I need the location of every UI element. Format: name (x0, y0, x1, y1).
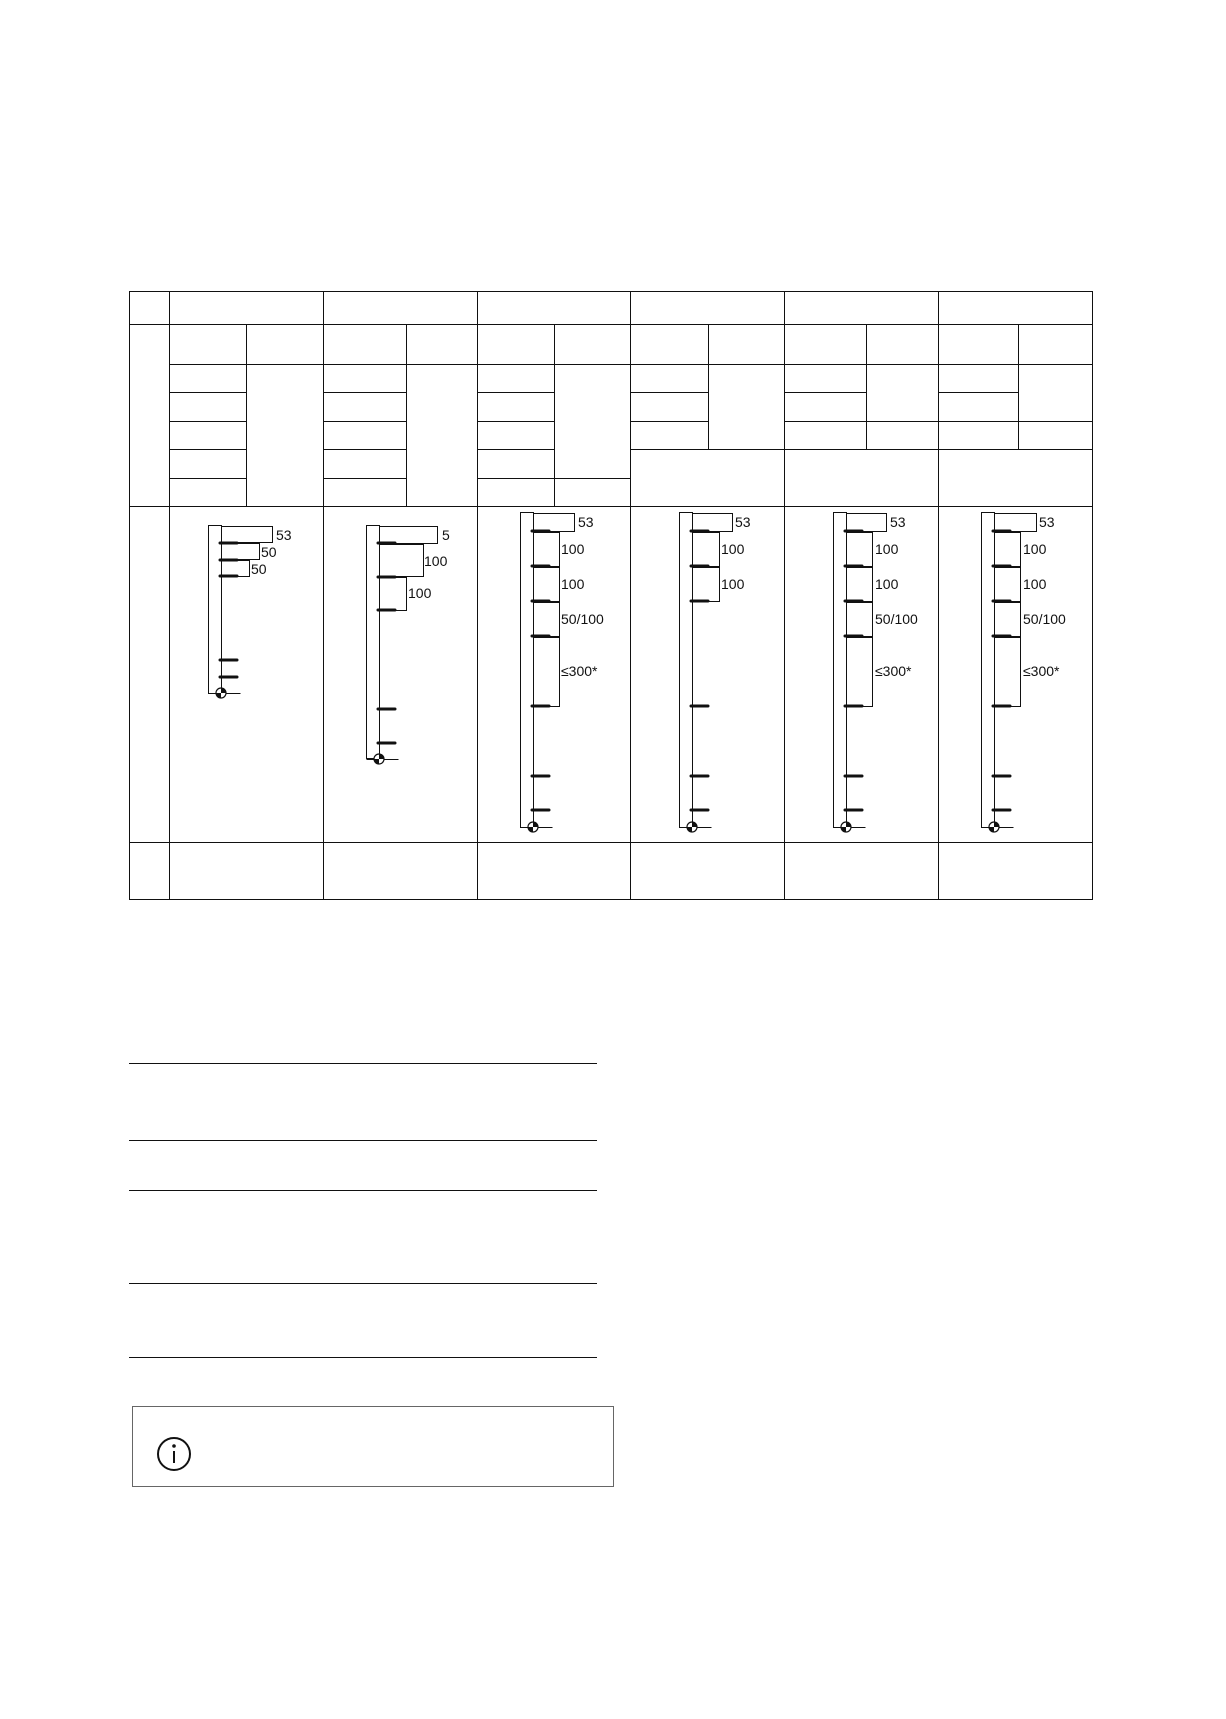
dimension-label: 100 (424, 553, 448, 569)
dimension-label: 100 (561, 576, 585, 592)
dimension-label: ≤300* (1023, 663, 1060, 679)
dimension-label: 53 (276, 527, 292, 543)
anchor-bolt-icon (374, 754, 384, 764)
dimension-label: 50/100 (561, 611, 604, 627)
dimension-label: 53 (1039, 514, 1055, 530)
profile-rail (982, 513, 995, 828)
profile-rail (209, 526, 222, 694)
fastening-diagram-5 (834, 513, 919, 833)
dimension-label: 53 (735, 514, 751, 530)
profile-rail (521, 513, 534, 828)
info-note-box (133, 1407, 614, 1487)
lower-table (129, 1064, 597, 1358)
dimension-label: ≤300* (561, 663, 598, 679)
dimension-label: 50/100 (875, 611, 918, 627)
dimension-label: ≤300* (875, 663, 912, 679)
profile-rail (680, 513, 693, 828)
dimension-bracket (995, 603, 1021, 637)
dimension-label: 5 (442, 527, 450, 543)
anchor-bolt-icon (216, 688, 226, 698)
dimension-label: 100 (721, 541, 745, 557)
anchor-bolt-icon (687, 822, 697, 832)
dimension-bracket (222, 527, 273, 543)
dimension-bracket (995, 638, 1021, 707)
dimension-bracket (693, 533, 720, 567)
table-border (130, 292, 1093, 900)
dimension-bracket (534, 568, 560, 602)
dimension-bracket (847, 514, 887, 532)
profile-rail (367, 526, 380, 759)
dimension-bracket (847, 568, 873, 602)
dimension-bracket (534, 514, 575, 532)
note-border (133, 1407, 614, 1487)
dimension-bracket (847, 638, 873, 707)
dimension-bracket (847, 603, 873, 637)
dimension-bracket (380, 578, 407, 611)
dimension-label: 53 (578, 514, 594, 530)
dimension-label: 50 (251, 561, 267, 577)
dimension-label: 100 (875, 576, 899, 592)
fastening-diagram-1 (209, 526, 292, 699)
dimension-bracket (534, 533, 560, 567)
fastening-diagram-2 (367, 526, 451, 765)
dimension-bracket (534, 603, 560, 637)
dimension-label: 50 (261, 544, 277, 560)
dimension-bracket (693, 568, 720, 602)
dimension-label: 100 (1023, 541, 1047, 557)
fastening-diagram-3 (521, 513, 605, 833)
dimension-label: 50/100 (1023, 611, 1066, 627)
anchor-bolt-icon (841, 822, 851, 832)
anchor-bolt-icon (989, 822, 999, 832)
profile-rail (834, 513, 847, 828)
dimension-bracket (380, 527, 438, 544)
dimension-label: 100 (1023, 576, 1047, 592)
dimension-bracket (534, 638, 560, 707)
dimension-label: 100 (408, 585, 432, 601)
dimension-bracket (995, 568, 1021, 602)
fastening-table (130, 292, 1093, 900)
dimension-label: 100 (721, 576, 745, 592)
dimension-bracket (222, 544, 260, 560)
dimension-label: 53 (890, 514, 906, 530)
dimension-bracket (222, 561, 250, 577)
dimension-bracket (995, 514, 1037, 532)
anchor-bolt-icon (528, 822, 538, 832)
dimension-bracket (380, 545, 424, 577)
info-icon (158, 1438, 190, 1470)
fastening-diagram-6 (982, 513, 1067, 833)
dimension-bracket (847, 533, 873, 567)
dimension-bracket (693, 514, 733, 532)
dimension-bracket (995, 533, 1021, 567)
fastening-diagram-4 (680, 513, 751, 833)
dimension-label: 100 (875, 541, 899, 557)
dimension-label: 100 (561, 541, 585, 557)
